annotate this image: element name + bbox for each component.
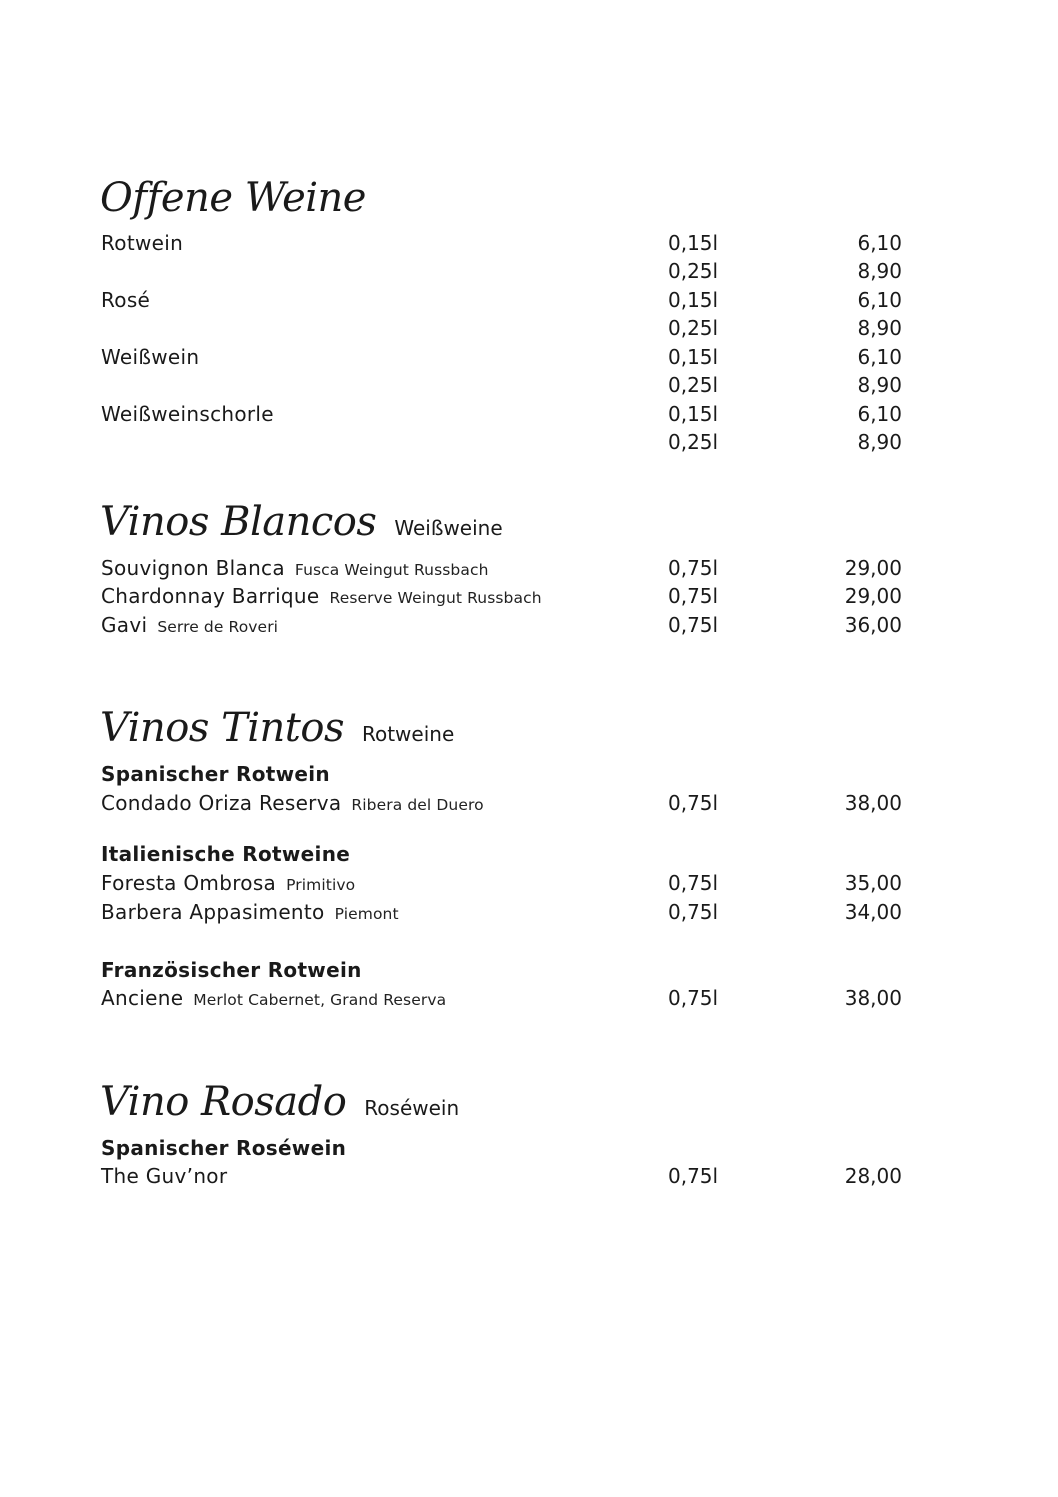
wine-name: Condado Oriza Reserva	[101, 791, 342, 815]
wine-price: 8,90	[857, 316, 902, 340]
wine-description: Primitivo	[286, 876, 356, 894]
wine-description: Piemont	[334, 905, 399, 923]
section-title-text: Vinos Tintos	[100, 705, 344, 751]
section-subtitle: Rotweine	[361, 722, 455, 746]
wine-volume: 0,75l	[668, 556, 719, 580]
wine-volume: 0,75l	[668, 900, 719, 924]
wine-price: 38,00	[844, 986, 902, 1010]
wine-volume: 0,75l	[668, 613, 719, 637]
wine-name: Foresta Ombrosa	[101, 871, 277, 895]
wine-name: Barbera Appasimento	[101, 900, 325, 924]
list-item	[101, 898, 905, 926]
wine-description: Ribera del Duero	[351, 796, 484, 814]
list-item	[101, 229, 905, 257]
wine-description: Merlot Cabernet, Grand Reserva	[193, 991, 447, 1009]
wine-description: Reserve Weingut Russbach	[329, 589, 542, 607]
section-title-text: Vinos Blancos	[100, 499, 377, 545]
list-item	[101, 428, 905, 456]
wine-name-with-desc	[101, 582, 542, 612]
group-heading: Spanischer Rotwein	[101, 762, 330, 786]
wine-description: Serre de Roveri	[157, 618, 279, 636]
wine-name-with-desc	[101, 984, 446, 1014]
wine-name-with-desc	[101, 869, 355, 899]
wine-name: Weißweinschorle	[101, 402, 274, 426]
list-item	[101, 343, 905, 371]
list-item	[101, 1162, 905, 1190]
list-item	[101, 286, 905, 314]
wine-price: 28,00	[844, 1164, 902, 1188]
wine-description: Fusca Weingut Russbach	[294, 561, 489, 579]
wine-volume: 0,25l	[668, 316, 719, 340]
wine-price: 34,00	[844, 900, 902, 924]
section-subtitle: Weißweine	[394, 516, 503, 540]
wine-name-with-desc	[101, 554, 489, 584]
list-item	[101, 611, 905, 639]
wine-price: 6,10	[857, 288, 902, 312]
list-item	[101, 869, 905, 897]
wine-price: 35,00	[844, 871, 902, 895]
section-subtitle: Roséwein	[364, 1096, 460, 1120]
section-title-text: Offene Weine	[100, 175, 366, 221]
list-item	[101, 984, 905, 1012]
wine-name: Souvignon Blanca	[101, 556, 285, 580]
wine-name: Rotwein	[101, 231, 184, 255]
wine-volume: 0,25l	[668, 373, 719, 397]
wine-name: The Guv’nor	[101, 1164, 228, 1188]
section-title-offene-weine	[100, 175, 366, 221]
wine-volume: 0,15l	[668, 345, 719, 369]
list-item	[101, 554, 905, 582]
section-title-vino-rosado	[100, 1079, 460, 1125]
wine-volume: 0,15l	[668, 402, 719, 426]
wine-price: 8,90	[857, 373, 902, 397]
list-item	[101, 582, 905, 610]
list-item	[101, 257, 905, 285]
list-item	[101, 314, 905, 342]
wine-volume: 0,15l	[668, 288, 719, 312]
group-heading: Spanischer Roséwein	[101, 1136, 347, 1160]
wine-volume: 0,75l	[668, 791, 719, 815]
wine-volume: 0,15l	[668, 231, 719, 255]
wine-volume: 0,25l	[668, 259, 719, 283]
wine-volume: 0,75l	[668, 871, 719, 895]
wine-name-with-desc	[101, 611, 278, 641]
wine-price: 8,90	[857, 430, 902, 454]
wine-price: 36,00	[844, 613, 902, 637]
wine-price: 6,10	[857, 345, 902, 369]
wine-price: 8,90	[857, 259, 902, 283]
group-heading: Französischer Rotwein	[101, 958, 362, 982]
wine-price: 38,00	[844, 791, 902, 815]
wine-name: Chardonnay Barrique	[101, 584, 320, 608]
wine-name: Weißwein	[101, 345, 200, 369]
wine-volume: 0,75l	[668, 584, 719, 608]
wine-name: Rosé	[101, 288, 151, 312]
wine-name-with-desc	[101, 898, 399, 928]
wine-price: 29,00	[844, 556, 902, 580]
section-title-text: Vino Rosado	[100, 1079, 347, 1125]
list-item	[101, 789, 905, 817]
wine-volume: 0,75l	[668, 986, 719, 1010]
wine-name: Anciene	[101, 986, 184, 1010]
wine-volume: 0,75l	[668, 1164, 719, 1188]
section-title-vinos-blancos	[100, 499, 503, 545]
wine-name-with-desc	[101, 789, 484, 819]
wine-price: 6,10	[857, 231, 902, 255]
section-title-vinos-tintos	[100, 705, 455, 751]
wine-price: 6,10	[857, 402, 902, 426]
group-heading: Italienische Rotweine	[101, 842, 351, 866]
wine-name: Gavi	[101, 613, 148, 637]
list-item	[101, 371, 905, 399]
list-item	[101, 400, 905, 428]
wine-price: 29,00	[844, 584, 902, 608]
wine-volume: 0,25l	[668, 430, 719, 454]
